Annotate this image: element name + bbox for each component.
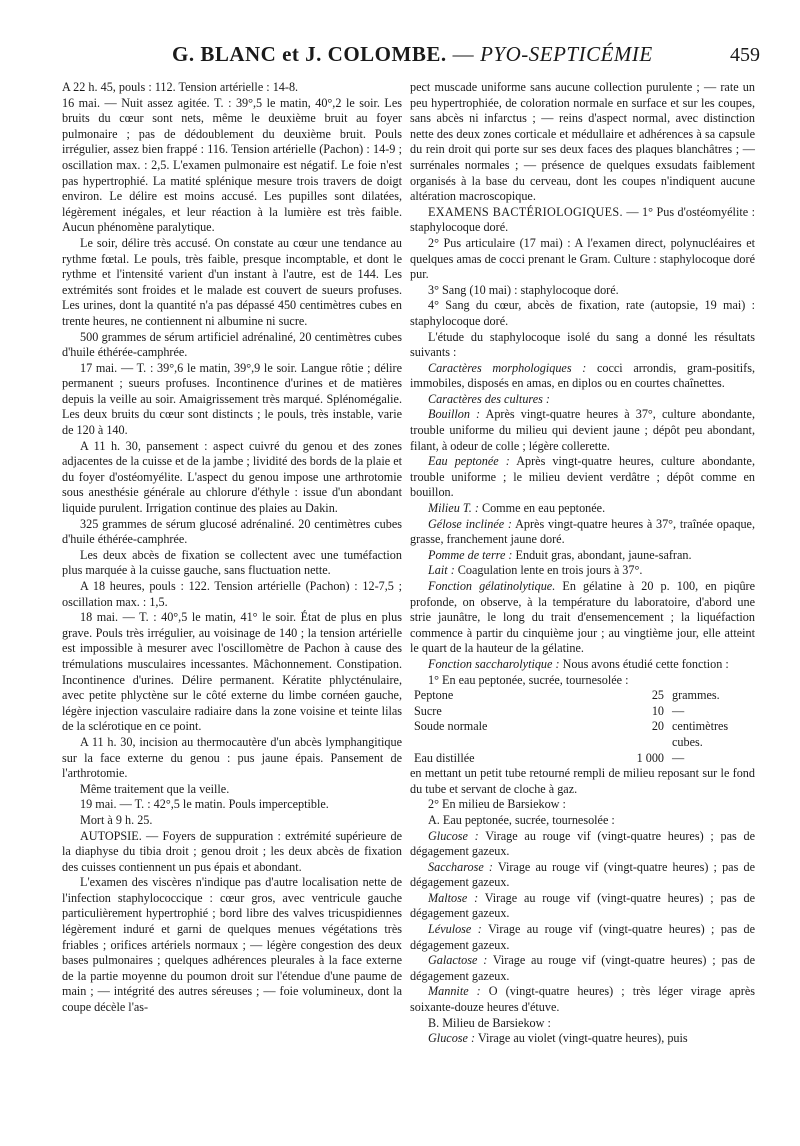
paragraph — [410, 517, 755, 548]
culture-label: Lait : — [428, 563, 455, 578]
sugar-text: Virage au rouge vif (vingt-quatre heures) ; pas de dégagement gazeux. — [410, 890, 756, 921]
recipe-ingredient: Eau distillée — [414, 750, 475, 765]
paragraph: 17 mai. — T. : 39°,6 le matin, 39°,9 le soir. Langue rôtie ; délire permanent ; sueurs profuses. Incontinence d'urines et de matières depuis la veille au soir. Amaigrissement très marqué. Splénomégalie. Les deux bruits du cœur sont distincts ; le pouls, très instable, varie de 120 à 140. — [62, 360, 402, 438]
left-column — [62, 80, 402, 1016]
paragraph — [410, 579, 755, 657]
recipe-ingredient: Soude normale — [414, 719, 488, 734]
sugar-label: Lévulose : — [428, 922, 482, 937]
culture-text: Coagulation lente en trois jours à 37°. — [454, 563, 643, 578]
sugar-text: Virage au rouge vif (vingt-quatre heures) ; pas de dégagement gazeux. — [410, 922, 755, 952]
sugar-label: Galactose : — [428, 953, 488, 968]
paragraph-text: cocci arrondis, gram-positifs, immobiles, disposés en amas, en diplos ou en courtes chaînettes. — [410, 360, 755, 391]
header-subject: PYO-SEPTICÉMIE — [480, 42, 653, 66]
page-number: 459 — [730, 44, 760, 66]
paragraph — [410, 205, 755, 236]
paragraph: L'étude du staphylocoque isolé du sang a donné les résultats suivants : — [410, 329, 755, 360]
paragraph: en mettant un petit tube retourné rempli de milieu reposant sur le fond du tube et servant de cloche à gaz. — [410, 766, 755, 796]
paragraph — [410, 891, 755, 922]
sugar-label: Saccharose : — [428, 859, 493, 874]
culture-text: Après vingt-quatre heures, culture abondante, trouble uniforme ; le milieu devient verdâtre ; dépôt comme en bouillon. — [410, 454, 755, 500]
paragraph: L'examen des viscères n'indique pas d'autre localisation nette de l'infection staphylococcique : cœur gros, avec ventricule gauche particulièrement hypertrophié ; bord libre des valves tricuspidiennes légèrement induré et garni de quelques menues végétations très friables ; orifices artériels normaux ; — légère congestion des deux bases pulmonaires ; quelques adhérences pleurales à la face externe de la partie moyenne du poumon droit sur l'étendue d'une paume de main ; — intégrité des autres séreuses ; — foie volumineux, dont la coupe décèle l'as- — [62, 875, 402, 1015]
recipe-unit: — — [672, 750, 685, 765]
recipe-unit: — — [672, 703, 685, 718]
culture-label: Fonction gélatinolytique. — [428, 579, 556, 593]
paragraph: Même traitement que la veille. — [80, 781, 230, 796]
paragraph: 19 mai. — T. : 42°,5 le matin. Pouls imperceptible. — [80, 797, 329, 812]
paragraph: 16 mai. — Nuit assez agitée. T. : 39°,5 le matin, 40°,2 le soir. Les bruits du cœur sont nets, même le deuxième bruit au foyer pulmonaire ; pas de dédoublement du deuxième bruit. Pouls irrégulier, assez bien frappé : 116. Tension artérielle (Pachon) : 14-9 ; oscillation max. : 2,5. L'examen pulmonaire est négatif. Le foie n'est pas hypertrophié. La matité splénique mesure trois travers de doigt environ. Le délire est moins accusé. Les pupilles sont dilatées, légèrement inégales, et leur réaction à la lumière est très faible. Aucun phénomène paralytique. — [62, 95, 402, 235]
paragraph-text: — 1° Pus d'ostéomyélite : staphylocoque doré. — [410, 204, 755, 235]
paragraph — [410, 829, 755, 860]
culture-text: Après vingt-quatre heures à 37°, culture abondante, trouble uniforme du milieu qui devient jaune ; dépôt peu abondant, filant, à odeur de colle ; légère collerette. — [410, 407, 755, 453]
paragraph: 325 grammes de sérum glucosé adrénaliné. 20 centimètres cubes d'huile éthérée-camphrée. — [62, 516, 402, 547]
paragraph: Mort à 9 h. 25. — [80, 812, 153, 827]
sugar-text: Virage au rouge vif (vingt-quatre heures) ; pas de dégagement gazeux. — [410, 953, 755, 983]
paragraph — [410, 392, 755, 408]
paragraph — [410, 563, 755, 579]
table-row — [414, 751, 755, 767]
sugar-label: Mannite : — [428, 984, 481, 999]
paragraph: 2° En milieu de Barsiekow : — [428, 797, 566, 812]
table-row — [414, 719, 755, 750]
recipe-quantity: 1 000 — [636, 750, 664, 765]
sugar-label: Glucose : — [428, 1031, 476, 1046]
paragraph: AUTOPSIE. — Foyers de suppuration : extrémité supérieure de la diaphyse du tibia droit ; genou droit ; les deux abcès de fixation des cuisses contiennent un pus épais et abondant. — [62, 828, 402, 874]
subheading: Caractères morphologiques : — [428, 360, 587, 375]
paragraph: 3° Sang (10 mai) : staphylocoque doré. — [428, 282, 619, 297]
paragraph: pect muscade uniforme sans aucune collection purulente ; — rate un peu hypertrophiée, de coloration normale en surface et sur les coupes, sans abcès ni infarctus ; — reins d'aspect normal, avec distinction nette des deux zones corticale et médullaire et adhérences à sa capsule du rein droit qui porte sur ses deux faces des plaques blanchâtres ; — surrénales normales ; — présence de quelques exsudats faiblement organisés à la base du cerveau, dont les coupes n'indiquent aucune altération macroscopique. — [410, 80, 755, 204]
subheading: Caractères des cultures : — [428, 391, 550, 406]
paragraph: 2° Pus articulaire (17 mai) : A l'examen direct, polynucléaires et quelques amas de cocci prenant le Gram. Culture : staphylocoque doré pur. — [410, 235, 755, 282]
paragraph: A 11 h. 30, incision au thermocautère d'un abcès lymphangitique sur la face externe du genou : pus jaune épais. Pansement de l'arthrotomie. — [62, 734, 402, 781]
culture-label: Fonction saccharolytique : — [428, 656, 560, 671]
sugar-text: Virage au rouge vif (vingt-quatre heures) ; pas de dégagement gazeux. — [410, 859, 755, 890]
culture-text: Après vingt-quatre heures à 37°, traînée opaque, grasse, franchement jaune doré. — [410, 516, 756, 547]
running-header — [0, 38, 800, 78]
paragraph — [410, 501, 755, 517]
paragraph — [410, 984, 755, 1015]
paragraph — [410, 953, 755, 984]
culture-text: En gélatine à 20 p. 100, en piqûre profonde, on observe, à la température du laboratoire, d'abord une strie jaunâtre, le long du trait d'ensemencement ; la liquéfaction commence à partir du cinquième jour ; au vingtième jour, elle atteint le quart de la hauteur de la gélatine. — [410, 579, 756, 656]
paragraph — [410, 407, 755, 454]
culture-label: Gélose inclinée : — [428, 516, 512, 531]
paragraph: A 11 h. 30, pansement : aspect cuivré du genou et des zones adjacentes de la cuisse et de la jambe ; lividité des bords de la plaie et du foyer d'ostéomyélite. L'aspect du genou impose une arthrotomie sous anesthésie générale au chlorure d'éthyle : issue d'un abondant liquide purulent. Irrigation continue des plaies au Dakin. — [62, 438, 402, 516]
paragraph: 4° Sang du cœur, abcès de fixation, rate (autopsie, 19 mai) : staphylocoque doré. — [410, 298, 755, 328]
recipe-quantity: 10 — [651, 703, 664, 718]
paragraph — [410, 860, 755, 891]
table-row — [414, 704, 755, 720]
paragraph — [410, 548, 755, 564]
culture-text: Nous avons étudié cette fonction : — [559, 656, 729, 671]
paragraph: B. Milieu de Barsiekow : — [428, 1015, 551, 1030]
culture-label: Eau peptonée : — [428, 454, 510, 469]
sugar-text: Virage au rouge vif (vingt-quatre heures) ; pas de dégagement gazeux. — [410, 828, 755, 859]
sugar-label: Maltose : — [428, 890, 479, 905]
sugar-text: Virage au violet (vingt-quatre heures), puis — [475, 1031, 688, 1046]
paragraph — [410, 657, 755, 673]
culture-text: Enduit gras, abondant, jaune-safran. — [512, 547, 692, 562]
paragraph: 500 grammes de sérum artificiel adrénaliné, 20 centimètres cubes d'huile éthérée-camphrée. — [62, 329, 402, 360]
culture-label: Bouillon : — [428, 407, 481, 422]
sugar-label: Glucose : — [428, 828, 479, 843]
right-column — [410, 80, 755, 1047]
sugar-text: O (vingt-quatre heures) ; très léger virage après soixante-douze heures d'étuve. — [410, 984, 755, 1015]
paragraph — [410, 1031, 755, 1047]
header-separator: — — [452, 42, 475, 66]
table-row — [414, 688, 755, 704]
paragraph — [410, 361, 755, 392]
paragraph: A. Eau peptonée, sucrée, tournesolée : — [428, 812, 615, 827]
running-title — [172, 42, 653, 67]
recipe-table — [414, 688, 755, 766]
paragraph: Le soir, délire très accusé. On constate au cœur une tendance au rythme fœtal. Le pouls, très faible, presque incomptable, et dont le rythme et l'intensité varient d'un instant à l'autre, est de 144. Les extrémités sont froides et le malade est couvert de sueurs profuses. Les urines, dont la quantité n'a pas dépassé 450 centimètres cubes en trente heures, ne contiennent ni albumine ni sucre. — [62, 235, 402, 328]
paragraph: 1° En eau peptonée, sucrée, tournesolée : — [428, 672, 629, 687]
recipe-unit: grammes. — [672, 688, 720, 703]
recipe-ingredient: Sucre — [414, 703, 442, 718]
header-authors: G. BLANC et J. COLOMBE. — [172, 42, 447, 66]
paragraph: 18 mai. — T. : 40°,5 le matin, 41° le soir. État de plus en plus grave. Pouls très irrégulier, au voisinage de 140 ; la tension artérielle est impossible à mesurer avec l'oscillomètre de Pachon à cause des trémulations musculaires incessantes. Mâchonnement. Constipation. Incontinence d'urines. Délire permanent. Kératite phlycténulaire, avec petite phlyctène sur le côté externe du limbe cornéen gauche, légère injection vasculaire radiaire dans la zone voisine et teinte lilas de la sclérotique en ce point. — [62, 610, 402, 734]
culture-label: Pomme de terre : — [428, 547, 513, 562]
culture-text: Comme en eau peptonée. — [478, 501, 606, 516]
paragraph: A 18 heures, pouls : 122. Tension artérielle (Pachon) : 12-7,5 ; oscillation max. : 1,5. — [62, 579, 402, 609]
recipe-ingredient: Peptone — [414, 688, 454, 703]
paragraph: A 22 h. 45, pouls : 112. Tension artérielle : 14-8. — [62, 80, 299, 94]
culture-label: Milieu T. : — [428, 501, 479, 516]
section-heading: EXAMENS BACTÉRIOLOGIQUES. — [428, 204, 623, 219]
recipe-unit: centimètres cubes. — [672, 719, 729, 749]
recipe-quantity: 25 — [651, 688, 664, 703]
paragraph — [410, 454, 755, 501]
paragraph — [410, 922, 755, 953]
recipe-quantity: 20 — [651, 719, 664, 734]
paragraph: Les deux abcès de fixation se collectent avec une tuméfaction plus marquée à la cuisse gauche, sans fluctuation nette. — [62, 547, 402, 578]
